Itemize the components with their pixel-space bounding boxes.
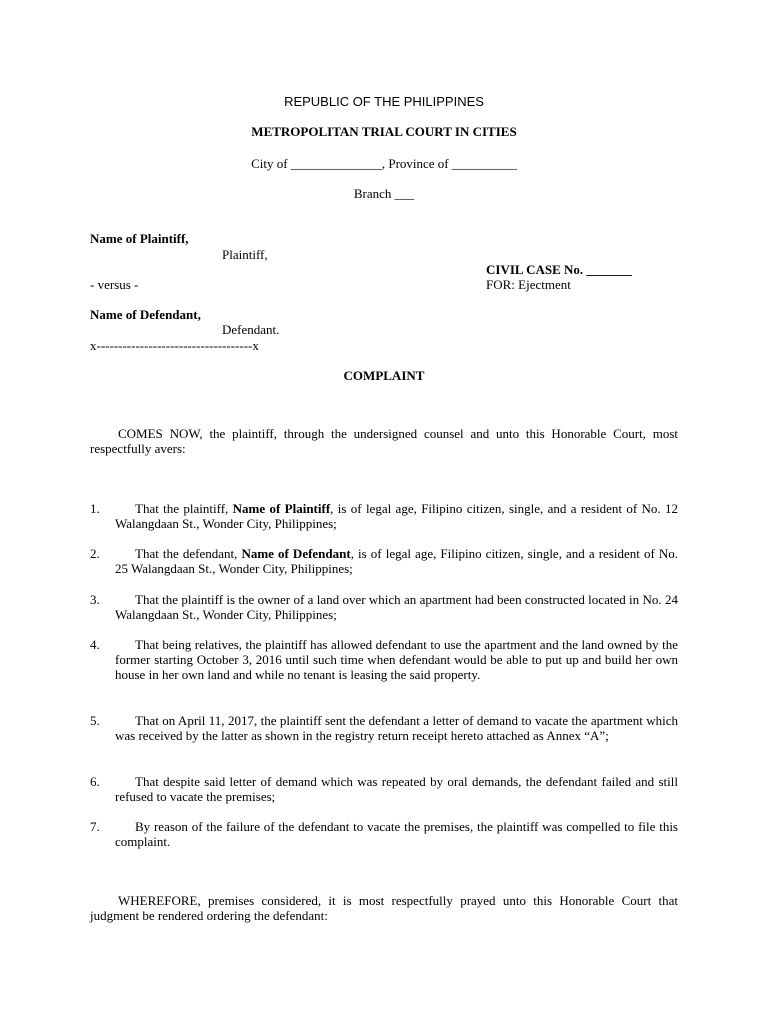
allegation-number: 7. bbox=[90, 819, 100, 834]
allegation-item bbox=[90, 501, 678, 531]
allegation-text: That despite said letter of demand which was repeated by oral demands, the defendant failed and still refused to vacate the premises; bbox=[115, 774, 678, 804]
allegation-text: That the defendant, Name of Defendant, is of legal age, Filipino citizen, single, and a resident of No. 25 Walangdaan St., Wonder City, Philippines; bbox=[115, 546, 679, 576]
allegation-item bbox=[90, 592, 678, 622]
allegation-number: 4. bbox=[90, 637, 100, 652]
defendant-name: Name of Defendant, bbox=[90, 307, 201, 322]
republic-heading: REPUBLIC OF THE PHILIPPINES bbox=[284, 94, 484, 109]
allegation-number: 6. bbox=[90, 774, 100, 789]
allegation-item bbox=[90, 637, 678, 682]
court-heading: METROPOLITAN TRIAL COURT IN CITIES bbox=[251, 124, 517, 139]
allegation-text: That being relatives, the plaintiff has allowed defendant to use the apartment and the land owned by the former starting October 3, 2016 until such time when defendant would be able to put up and build her own house in her own land and while no tenant is leasing the said property. bbox=[115, 637, 678, 682]
allegation-text: By reason of the failure of the defendant to vacate the premises, the plaintiff was compelled to file this complaint. bbox=[115, 819, 678, 849]
plaintiff-name: Name of Plaintiff, bbox=[90, 231, 189, 246]
defendant-role: Defendant. bbox=[222, 322, 280, 337]
intro-paragraph: COMES NOW, the plaintiff, through the undersigned counsel and unto this Honorable Court, most respectfully avers: bbox=[90, 426, 678, 456]
allegation-text: That the plaintiff, Name of Plaintiff, is of legal age, Filipino citizen, single, and a resident of No. 12 Walangdaan St., Wonder City, Philippines; bbox=[115, 501, 678, 531]
civil-case-number: CIVIL CASE No. _______ bbox=[486, 262, 632, 277]
case-nature: FOR: Ejectment bbox=[486, 277, 571, 292]
allegation-text: That the plaintiff is the owner of a land over which an apartment had been constructed located in No. 24 Walangdaan St., Wonder City, Philippines; bbox=[115, 592, 678, 622]
allegation-item bbox=[90, 774, 678, 804]
allegation-item bbox=[90, 713, 678, 743]
allegation-number: 1. bbox=[90, 501, 100, 516]
document-title: COMPLAINT bbox=[343, 368, 425, 383]
caption-separator: x------------------------------------x bbox=[90, 338, 259, 353]
allegation-item bbox=[90, 546, 678, 576]
city-province-line: City of ______________, Province of __________ bbox=[251, 156, 517, 171]
allegation-number: 2. bbox=[90, 546, 100, 561]
prayer-paragraph: WHEREFORE, premises considered, it is most respectfully prayed unto this Honorable Court that judgment be rendered ordering the defendant: bbox=[90, 893, 678, 923]
allegation-number: 3. bbox=[90, 592, 100, 607]
allegation-text: That on April 11, 2017, the plaintiff sent the defendant a letter of demand to vacate the apartment which was received by the latter as shown in the registry return receipt hereto attached as Annex “A”; bbox=[115, 713, 678, 743]
allegation-item bbox=[90, 819, 678, 849]
branch-line: Branch ___ bbox=[353, 186, 415, 201]
plaintiff-role: Plaintiff, bbox=[222, 247, 268, 262]
versus-label: - versus - bbox=[90, 277, 139, 292]
allegation-number: 5. bbox=[90, 713, 100, 728]
